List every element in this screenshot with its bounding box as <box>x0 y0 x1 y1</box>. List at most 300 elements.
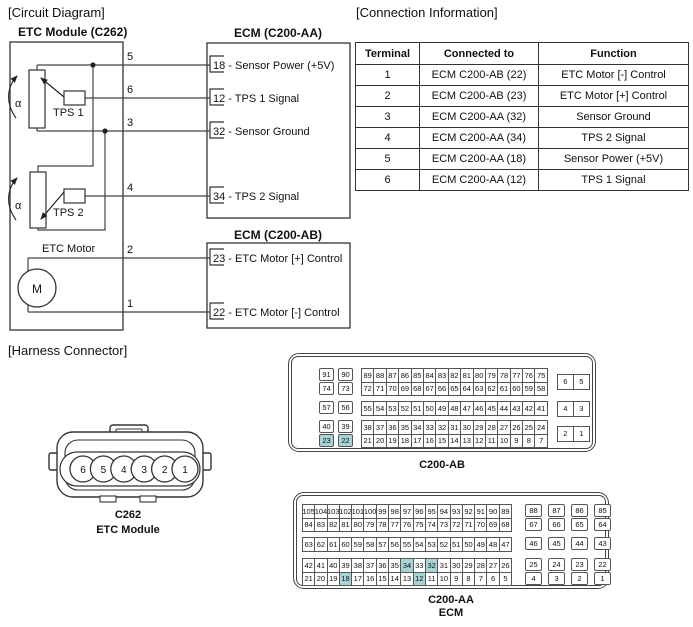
pin-cell: 40 <box>328 559 340 573</box>
ecm-pin-label: 34 - TPS 2 Signal <box>213 191 300 203</box>
table-cell: ECM C200-AB (23) <box>420 86 539 107</box>
pin-cell: 8 <box>523 435 535 449</box>
pin-stack <box>338 401 353 415</box>
pin-cell: 74 <box>426 519 438 533</box>
pin-cell: 86 <box>571 504 588 517</box>
pin-cell: 84 <box>303 519 315 533</box>
pin-cell: 82 <box>328 519 340 533</box>
pin-cell: 88 <box>374 369 386 383</box>
ecm-pin-label: 23 - ETC Motor [+] Control <box>213 253 343 265</box>
table-row <box>356 170 689 191</box>
pin-cell-highlighted: 22 <box>338 434 353 447</box>
pin-cell: 20 <box>374 435 386 449</box>
pin-cell: 65 <box>571 518 588 531</box>
table-cell: 4 <box>356 128 420 149</box>
pin-cell: 96 <box>414 505 426 519</box>
pin-cell: 79 <box>364 519 376 533</box>
c200ab-pin-group <box>319 401 590 417</box>
pin-cell: 2 <box>571 572 588 585</box>
pin-cell: 72 <box>451 519 463 533</box>
tps1-label: TPS 1 <box>53 107 84 119</box>
pin-cell: 47 <box>461 402 473 416</box>
pin-cell: 32 <box>436 421 448 435</box>
pin-cell: 43 <box>594 537 611 550</box>
pin-cell: 33 <box>414 559 426 573</box>
connection-info-section-label: [Connection Information] <box>356 5 498 20</box>
motor-symbol: M <box>32 282 42 296</box>
c262-pin-number: 5 <box>100 465 107 476</box>
wire-number: 5 <box>127 51 134 63</box>
c200ab-pin-group <box>319 420 590 448</box>
pin-cell: 102 <box>340 505 352 519</box>
table-cell: ECM C200-AA (34) <box>420 128 539 149</box>
pin-cell: 45 <box>486 402 498 416</box>
circuit-diagram-section-label: [Circuit Diagram] <box>8 5 105 20</box>
table-header-row <box>356 43 689 65</box>
pin-cell: 13 <box>461 435 473 449</box>
pin-cell: 68 <box>412 383 424 397</box>
pin-cell: 89 <box>362 369 374 383</box>
pin-cell: 33 <box>424 421 436 435</box>
pin-cell: 101 <box>352 505 364 519</box>
c262-pin-number: 6 <box>80 465 86 476</box>
pin-cell: 85 <box>412 369 424 383</box>
pin-cell: 48 <box>487 538 499 552</box>
ecm-ab-title: ECM (C200-AB) <box>233 228 323 242</box>
pin-cell: 36 <box>387 421 399 435</box>
pin-cell: 9 <box>451 573 463 587</box>
table-cell: ECM C200-AB (22) <box>420 65 539 86</box>
pin-cell: 100 <box>364 505 376 519</box>
pin-cell: 35 <box>389 559 401 573</box>
pin-cell: 39 <box>340 559 352 573</box>
pin-cell: 69 <box>399 383 411 397</box>
pin-cell: 20 <box>315 573 327 587</box>
pin-stack <box>319 368 334 396</box>
tps1-potentiometer <box>9 70 85 128</box>
pin-cell: 27 <box>487 559 499 573</box>
pin-cell: 60 <box>340 538 352 552</box>
wire-number: 2 <box>127 244 134 256</box>
connection-table-body <box>356 65 689 191</box>
wire-number: 6 <box>127 84 134 96</box>
pin-cell: 58 <box>535 383 547 397</box>
pin-cell: 2 <box>558 427 574 442</box>
pin-cell: 65 <box>449 383 461 397</box>
table-cell: 2 <box>356 86 420 107</box>
table-cell: Sensor Ground <box>539 107 689 128</box>
wire-number: 1 <box>127 298 134 310</box>
pin-right-columns <box>525 504 617 532</box>
pin-cell: 91 <box>319 368 334 381</box>
wires <box>28 65 210 312</box>
c200aa-groups <box>296 495 606 586</box>
pin-cell: 59 <box>352 538 364 552</box>
tps2-wiper-box <box>64 189 85 203</box>
pin-cell: 57 <box>319 401 334 414</box>
pin-cell: 5 <box>574 375 590 390</box>
pin-cell: 78 <box>377 519 389 533</box>
pin-cell: 60 <box>511 383 523 397</box>
pin-cell: 35 <box>399 421 411 435</box>
pin-pair-box <box>557 401 590 417</box>
pin-cell: 17 <box>352 573 364 587</box>
wire-number: 4 <box>127 182 134 194</box>
pin-pair-box <box>557 374 590 390</box>
pin-cell: 24 <box>535 421 547 435</box>
pin-cell: 12 <box>474 435 486 449</box>
table-cell: ECM C200-AA (12) <box>420 170 539 191</box>
column-header-connected-to: Connected to <box>420 43 539 65</box>
pin-grid <box>302 537 512 552</box>
pin-cell: 51 <box>451 538 463 552</box>
pin-cell: 3 <box>548 572 565 585</box>
pin-cell: 97 <box>401 505 413 519</box>
pin-cell: 7 <box>475 573 487 587</box>
connection-info-table <box>355 42 689 191</box>
pin-cell: 61 <box>498 383 510 397</box>
pin-cell: 90 <box>487 505 499 519</box>
pin-cell: 52 <box>438 538 450 552</box>
pin-cell: 43 <box>511 402 523 416</box>
ecm-pin-label: 12 - TPS 1 Signal <box>213 93 300 105</box>
pin-cell: 69 <box>487 519 499 533</box>
pin-cell: 74 <box>319 382 334 395</box>
tps2-alpha-symbol: α <box>15 200 22 212</box>
pin-cell: 6 <box>487 573 499 587</box>
pin-stack <box>338 420 353 448</box>
pin-cell: 41 <box>535 402 547 416</box>
pin-cell: 37 <box>364 559 376 573</box>
column-header-function: Function <box>539 43 689 65</box>
pin-cell: 11 <box>426 573 438 587</box>
pin-cell: 1 <box>594 572 611 585</box>
pin-cell: 14 <box>449 435 461 449</box>
pin-cell: 85 <box>594 504 611 517</box>
pin-grid <box>302 558 512 586</box>
pin-cell: 62 <box>486 383 498 397</box>
table-row <box>356 65 689 86</box>
pin-cell: 41 <box>315 559 327 573</box>
pin-cell: 83 <box>315 519 327 533</box>
pin-cell: 80 <box>352 519 364 533</box>
pin-cell: 104 <box>315 505 327 519</box>
pin-cell: 67 <box>424 383 436 397</box>
pin-stack <box>525 558 542 586</box>
pin-cell: 47 <box>500 538 512 552</box>
pin-cell: 77 <box>389 519 401 533</box>
pin-cell: 13 <box>401 573 413 587</box>
pin-cell: 93 <box>451 505 463 519</box>
pin-pair-box <box>557 426 590 442</box>
pin-cell: 76 <box>523 369 535 383</box>
c262-pin-number: 2 <box>161 465 168 476</box>
c200ab-pin-group <box>319 368 590 396</box>
pin-cell: 78 <box>498 369 510 383</box>
etc-motor-label: ETC Motor <box>42 243 96 255</box>
c200aa-caption: ECM <box>438 607 464 619</box>
pin-cell: 89 <box>500 505 512 519</box>
pin-cell: 52 <box>399 402 411 416</box>
table-cell: 1 <box>356 65 420 86</box>
table-cell: 6 <box>356 170 420 191</box>
pin-cell: 25 <box>523 421 535 435</box>
c200ab-name: C200-AB <box>419 459 465 471</box>
pin-cell: 46 <box>525 537 542 550</box>
pin-cell-highlighted: 34 <box>401 559 413 573</box>
pin-cell: 45 <box>548 537 565 550</box>
pin-cell: 4 <box>525 572 542 585</box>
pin-cell: 58 <box>364 538 376 552</box>
pin-cell: 63 <box>303 538 315 552</box>
pin-cell: 23 <box>571 558 588 571</box>
pin-labels <box>213 60 342 319</box>
pin-stack <box>338 368 353 396</box>
pin-cell: 7 <box>535 435 547 449</box>
pin-cell: 3 <box>574 402 590 417</box>
pin-cell: 4 <box>558 402 574 417</box>
pin-cell: 38 <box>352 559 364 573</box>
pin-cell: 98 <box>389 505 401 519</box>
pin-cell: 55 <box>362 402 374 416</box>
tps2-potentiometer <box>9 172 85 228</box>
pin-stack <box>319 420 334 448</box>
pin-cell: 17 <box>412 435 424 449</box>
pin-cell: 26 <box>500 559 512 573</box>
junction-dot <box>102 128 107 133</box>
pin-cell: 29 <box>474 421 486 435</box>
pin-stack <box>594 504 611 532</box>
pin-cell: 31 <box>438 559 450 573</box>
pin-cell: 37 <box>374 421 386 435</box>
pin-cell: 34 <box>412 421 424 435</box>
pin-cell: 70 <box>475 519 487 533</box>
pin-cell: 6 <box>558 375 574 390</box>
pin-cell: 27 <box>498 421 510 435</box>
pin-cell: 46 <box>474 402 486 416</box>
pin-cell: 44 <box>498 402 510 416</box>
pin-cell: 39 <box>338 420 353 433</box>
pin-cell: 10 <box>498 435 510 449</box>
pin-cell: 49 <box>475 538 487 552</box>
pin-cell: 103 <box>328 505 340 519</box>
pin-cell: 24 <box>548 558 565 571</box>
etc-motor <box>18 243 96 307</box>
pin-cell: 16 <box>424 435 436 449</box>
pin-stack <box>594 537 611 551</box>
pin-cell: 56 <box>338 401 353 414</box>
pin-cell: 81 <box>340 519 352 533</box>
pin-cell: 18 <box>399 435 411 449</box>
c200ab-groups <box>291 356 593 449</box>
tps1-wiper-box <box>64 91 85 105</box>
table-row <box>356 149 689 170</box>
ecm-pin-label: 18 - Sensor Power (+5V) <box>213 60 335 72</box>
pin-stack <box>594 558 611 586</box>
pin-right-columns <box>525 537 617 551</box>
wire-number: 3 <box>127 117 134 129</box>
pin-cell: 64 <box>461 383 473 397</box>
pin-cell: 90 <box>338 368 353 381</box>
pin-cell-highlighted: 18 <box>340 573 352 587</box>
pin-cell: 63 <box>474 383 486 397</box>
pin-cell-highlighted: 32 <box>426 559 438 573</box>
pin-cell: 94 <box>438 505 450 519</box>
pin-cell: 82 <box>449 369 461 383</box>
pin-cell: 61 <box>328 538 340 552</box>
pin-cell: 19 <box>387 435 399 449</box>
pin-cell: 72 <box>362 383 374 397</box>
table-cell: 5 <box>356 149 420 170</box>
pin-cell: 36 <box>377 559 389 573</box>
pin-cell: 50 <box>424 402 436 416</box>
pin-cell: 1 <box>574 427 590 442</box>
pin-cell: 5 <box>500 573 512 587</box>
pin-cell: 56 <box>389 538 401 552</box>
pin-cell: 14 <box>389 573 401 587</box>
c200aa-pin-group <box>302 537 617 552</box>
pin-cell: 81 <box>461 369 473 383</box>
pin-cell: 55 <box>401 538 413 552</box>
pin-cell: 71 <box>463 519 475 533</box>
pin-cell: 75 <box>535 369 547 383</box>
column-header-terminal: Terminal <box>356 43 420 65</box>
pin-right-columns <box>525 558 617 586</box>
pin-cell: 87 <box>387 369 399 383</box>
pin-cell: 79 <box>486 369 498 383</box>
ecm-pin-label: 22 - ETC Motor [-] Control <box>213 307 340 319</box>
table-cell: Sensor Power (+5V) <box>539 149 689 170</box>
pin-cell: 86 <box>399 369 411 383</box>
pin-cell: 42 <box>303 559 315 573</box>
pin-cell: 44 <box>571 537 588 550</box>
pin-cell: 21 <box>303 573 315 587</box>
pin-cell: 68 <box>500 519 512 533</box>
pin-cell: 15 <box>436 435 448 449</box>
pin-cell: 92 <box>463 505 475 519</box>
pin-cell: 53 <box>387 402 399 416</box>
pin-stack <box>548 558 565 586</box>
pin-cell: 21 <box>362 435 374 449</box>
pin-cell: 25 <box>525 558 542 571</box>
pin-stack <box>571 537 588 551</box>
pin-cell: 9 <box>511 435 523 449</box>
pin-cell: 105 <box>303 505 315 519</box>
table-cell: TPS 2 Signal <box>539 128 689 149</box>
pin-cell: 77 <box>511 369 523 383</box>
pin-cell: 66 <box>548 518 565 531</box>
pin-stack <box>525 537 542 551</box>
pin-cell: 22 <box>594 558 611 571</box>
pin-cell: 57 <box>377 538 389 552</box>
pin-cell: 88 <box>525 504 542 517</box>
pin-cell: 99 <box>377 505 389 519</box>
pin-cell: 30 <box>451 559 463 573</box>
wire-numbers <box>127 51 133 310</box>
pin-cell: 15 <box>377 573 389 587</box>
pin-cell: 11 <box>486 435 498 449</box>
pin-cell: 73 <box>438 519 450 533</box>
pin-cell: 30 <box>461 421 473 435</box>
pin-cell: 83 <box>436 369 448 383</box>
ecm-aa-title: ECM (C200-AA) <box>233 26 323 40</box>
c262-pin-number: 1 <box>182 465 188 476</box>
pin-cell: 70 <box>387 383 399 397</box>
pin-grid <box>361 368 548 396</box>
pin-cell: 19 <box>328 573 340 587</box>
c200aa-pin-group <box>302 558 617 586</box>
pin-cell: 54 <box>374 402 386 416</box>
c200aa-name: C200-AA <box>428 594 474 606</box>
pin-cell: 62 <box>315 538 327 552</box>
table-cell: ECM C200-AA (18) <box>420 149 539 170</box>
pin-cell: 16 <box>364 573 376 587</box>
pin-cell: 28 <box>486 421 498 435</box>
etc-module-title: ETC Module (C262) <box>18 25 128 39</box>
pin-stack <box>548 504 565 532</box>
pin-cell: 76 <box>401 519 413 533</box>
c200ab-connector <box>288 353 596 452</box>
pin-cell: 80 <box>474 369 486 383</box>
table-row <box>356 128 689 149</box>
pin-cell: 73 <box>338 382 353 395</box>
table-cell: TPS 1 Signal <box>539 170 689 191</box>
c262-caption: ETC Module <box>96 524 160 536</box>
pin-cell: 75 <box>414 519 426 533</box>
pin-cell: 48 <box>449 402 461 416</box>
ecm-pin-label: 32 - Sensor Ground <box>213 126 310 138</box>
c200aa-connector <box>293 492 609 589</box>
pin-cell-highlighted: 12 <box>414 573 426 587</box>
pin-cell: 53 <box>426 538 438 552</box>
tps2-label: TPS 2 <box>53 207 84 219</box>
pin-cell: 95 <box>426 505 438 519</box>
pin-cell: 8 <box>463 573 475 587</box>
pin-stack <box>571 504 588 532</box>
pin-cell: 71 <box>374 383 386 397</box>
pin-grid <box>361 401 548 416</box>
pin-cell: 38 <box>362 421 374 435</box>
c262-connector-svg <box>40 424 220 539</box>
pin-cell: 50 <box>463 538 475 552</box>
pin-cell: 29 <box>463 559 475 573</box>
pin-stack <box>548 537 565 551</box>
pin-cell: 10 <box>438 573 450 587</box>
pin-cell: 42 <box>523 402 535 416</box>
pin-cell: 67 <box>525 518 542 531</box>
table-cell: ETC Motor [-] Control <box>539 65 689 86</box>
pin-cell: 26 <box>511 421 523 435</box>
c262-pin-number: 3 <box>141 465 147 476</box>
pin-cell: 40 <box>319 420 334 433</box>
tps1-alpha-symbol: α <box>15 98 22 110</box>
pin-cell-highlighted: 23 <box>319 434 334 447</box>
pin-cell: 49 <box>436 402 448 416</box>
junction-dot <box>90 62 95 67</box>
pin-cell: 31 <box>449 421 461 435</box>
table-row <box>356 86 689 107</box>
c200aa-pin-group <box>302 504 617 532</box>
pin-stack <box>525 504 542 532</box>
pin-cell: 51 <box>412 402 424 416</box>
c262-name: C262 <box>114 509 142 521</box>
table-cell: ECM C200-AA (32) <box>420 107 539 128</box>
pin-grid <box>302 504 512 532</box>
pin-cell: 87 <box>548 504 565 517</box>
table-cell: ETC Motor [+] Control <box>539 86 689 107</box>
pin-cell: 28 <box>475 559 487 573</box>
pin-cell: 64 <box>594 518 611 531</box>
